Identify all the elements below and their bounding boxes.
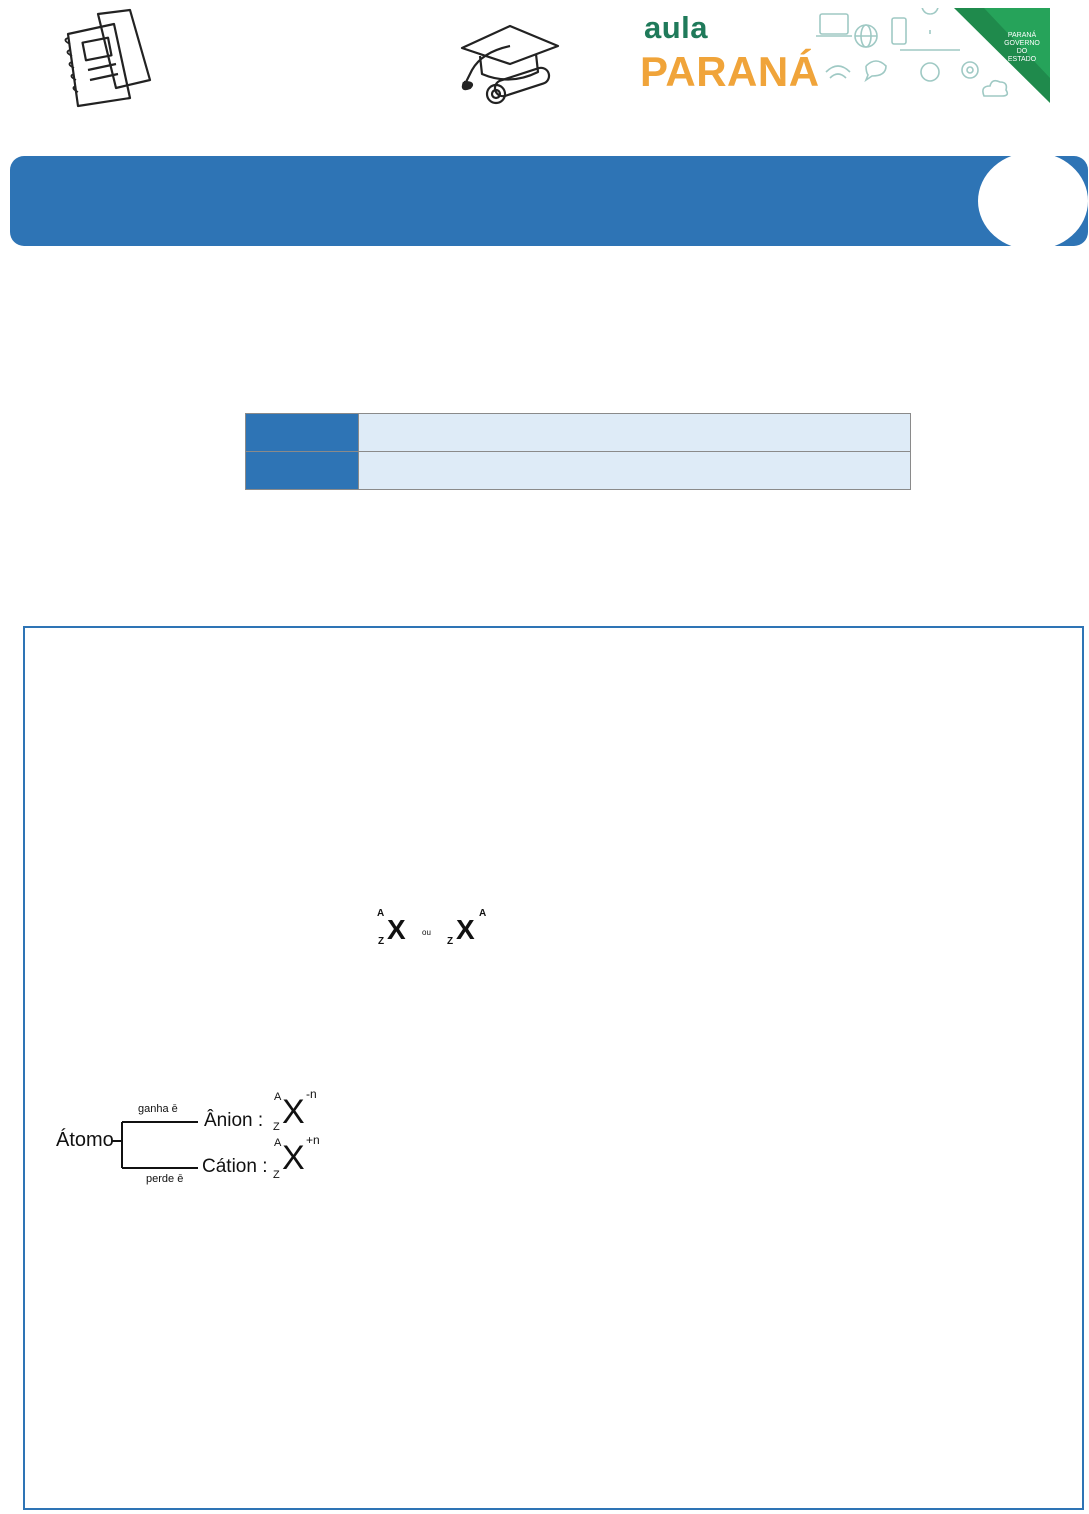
anion-atomic-number: Z — [273, 1121, 280, 1133]
content-frame — [23, 626, 1084, 1510]
title-number-badge — [978, 152, 1088, 250]
table-label-cell — [246, 414, 359, 452]
element-symbol-left: X — [387, 914, 406, 945]
brand-aula-text: aula — [644, 10, 709, 45]
table-row — [246, 414, 911, 452]
anion-charge: -n — [306, 1087, 317, 1101]
cation-label: Cátion : — [202, 1156, 268, 1177]
cation-symbol: X — [282, 1139, 305, 1177]
anion-mass-number: A — [274, 1091, 282, 1103]
info-table — [245, 413, 911, 490]
mass-number-left: A — [377, 908, 385, 919]
aula-parana-logo — [640, 8, 1050, 103]
anion-symbol: X — [282, 1093, 305, 1131]
anion-label: Ânion : — [204, 1110, 264, 1131]
notation-separator: ou — [422, 928, 431, 937]
element-symbol-right: X — [456, 914, 475, 945]
table-value-cell — [359, 452, 911, 490]
table-row — [246, 452, 911, 490]
atomic-number-right: Z — [447, 936, 454, 947]
gain-electron-label: ganha ē — [138, 1103, 178, 1115]
brand-parana-text: PARANÁ — [640, 48, 820, 95]
cation-charge: +n — [306, 1133, 320, 1147]
title-bar — [10, 156, 1088, 246]
lose-electron-label: perde ē — [146, 1173, 184, 1185]
atomic-notation — [374, 908, 504, 952]
table-value-cell — [359, 414, 911, 452]
atom-label: Átomo — [56, 1129, 114, 1151]
government-label: PARANÁ GOVERNO DO ESTADO — [1004, 32, 1040, 63]
atomic-number-left: Z — [378, 936, 385, 947]
table-label-cell — [246, 452, 359, 490]
cation-mass-number: A — [274, 1137, 282, 1149]
ion-diagram — [50, 1085, 340, 1195]
mass-number-right: A — [479, 908, 487, 919]
notebook-icon — [58, 8, 158, 108]
cation-atomic-number: Z — [273, 1169, 280, 1181]
graduation-cap-icon — [452, 18, 570, 106]
tech-icons-pattern — [810, 8, 970, 103]
